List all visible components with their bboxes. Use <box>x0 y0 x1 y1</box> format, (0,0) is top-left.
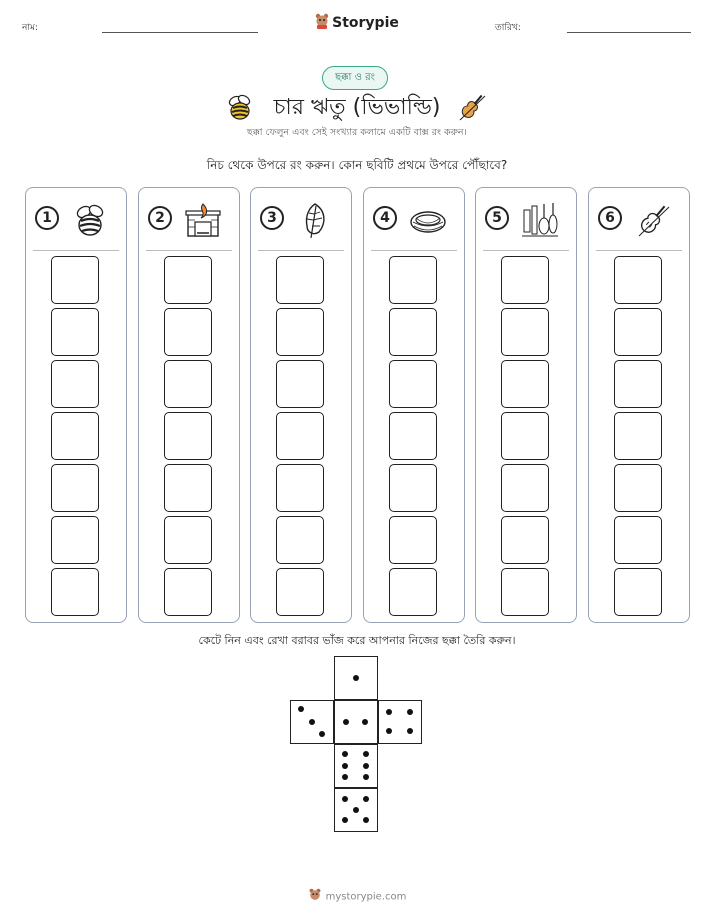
footer <box>0 888 714 905</box>
color-box[interactable] <box>389 412 437 460</box>
column-divider <box>258 250 344 251</box>
column-number: 3 <box>260 206 284 230</box>
color-box[interactable] <box>164 516 212 564</box>
color-box[interactable] <box>501 360 549 408</box>
color-box[interactable] <box>501 412 549 460</box>
color-box[interactable] <box>276 256 324 304</box>
color-box[interactable] <box>51 256 99 304</box>
dice-pip <box>407 709 413 715</box>
color-box[interactable] <box>51 412 99 460</box>
color-box[interactable] <box>389 464 437 512</box>
color-box[interactable] <box>389 256 437 304</box>
color-box[interactable] <box>164 464 212 512</box>
color-box[interactable] <box>501 464 549 512</box>
color-box[interactable] <box>614 464 662 512</box>
column-number: 4 <box>373 206 397 230</box>
color-box[interactable] <box>614 568 662 616</box>
column-number: 2 <box>148 206 172 230</box>
color-box[interactable] <box>614 412 662 460</box>
dice-pip <box>353 675 359 681</box>
column-5 <box>475 187 577 623</box>
storypie-footer-logo-icon <box>308 888 322 905</box>
color-box[interactable] <box>501 516 549 564</box>
nest-icon <box>408 200 448 240</box>
date-line[interactable] <box>567 32 691 33</box>
color-box[interactable] <box>501 256 549 304</box>
fireplace-icon <box>183 200 223 240</box>
dice-pip <box>362 719 368 725</box>
color-box[interactable] <box>389 516 437 564</box>
dice-pip <box>363 796 369 802</box>
column-divider <box>483 250 569 251</box>
column-divider <box>146 250 232 251</box>
color-box[interactable] <box>389 568 437 616</box>
color-box[interactable] <box>501 308 549 356</box>
color-box[interactable] <box>614 308 662 356</box>
dice-pip <box>386 709 392 715</box>
color-box[interactable] <box>276 568 324 616</box>
color-box[interactable] <box>164 568 212 616</box>
brand-name: Storypie <box>332 15 399 31</box>
activity-badge: ছক্কা ও রং <box>322 66 388 90</box>
column-1 <box>25 187 127 623</box>
dice-face-2 <box>334 700 378 744</box>
dice-face-1 <box>334 656 378 700</box>
page-title: চার ঋতু (ভিভাল্ডি) <box>273 95 441 120</box>
dice-pip <box>342 763 348 769</box>
bee-icon <box>70 200 110 240</box>
color-box[interactable] <box>164 412 212 460</box>
dice-pip <box>363 763 369 769</box>
dice-face-4 <box>378 700 422 744</box>
violin-icon <box>633 200 673 240</box>
subtitle: ছক্কা ফেলুন এবং সেই সংখ্যার কলামে একটি বাক্স রং করুন। <box>247 127 467 138</box>
footer-url[interactable]: mystorypie.com <box>325 891 407 903</box>
color-box[interactable] <box>51 516 99 564</box>
color-box[interactable] <box>51 360 99 408</box>
color-box[interactable] <box>614 516 662 564</box>
dice-pip <box>298 706 304 712</box>
color-box[interactable] <box>614 360 662 408</box>
color-box[interactable] <box>614 256 662 304</box>
color-box[interactable] <box>389 360 437 408</box>
dice-pip <box>363 774 369 780</box>
violin-icon <box>455 90 489 124</box>
dice-pip <box>309 719 315 725</box>
color-box[interactable] <box>51 464 99 512</box>
color-box[interactable] <box>51 568 99 616</box>
dice-pip <box>386 728 392 734</box>
column-4 <box>363 187 465 623</box>
dice-face-5 <box>334 788 378 832</box>
dice-pip <box>342 817 348 823</box>
column-divider <box>596 250 682 251</box>
dice-pip <box>353 807 359 813</box>
column-number: 5 <box>485 206 509 230</box>
name-label: নাম: <box>22 23 39 33</box>
leaf-icon <box>295 200 335 240</box>
color-box[interactable] <box>164 308 212 356</box>
instruction: নিচ থেকে উপরে রং করুন। কোন ছবিটি প্রথমে উপরে পৌঁছাবে? <box>206 158 508 172</box>
column-2 <box>138 187 240 623</box>
column-3 <box>250 187 352 623</box>
dice-pip <box>363 751 369 757</box>
column-divider <box>371 250 457 251</box>
color-box[interactable] <box>276 516 324 564</box>
dice-pip <box>319 731 325 737</box>
dice-face-6 <box>334 744 378 788</box>
dice-pip <box>363 817 369 823</box>
column-divider <box>33 250 119 251</box>
dice-pip <box>342 796 348 802</box>
color-box[interactable] <box>276 464 324 512</box>
dice-face-3 <box>290 700 334 744</box>
color-box[interactable] <box>51 308 99 356</box>
color-box[interactable] <box>276 360 324 408</box>
dice-pip <box>342 774 348 780</box>
color-box[interactable] <box>389 308 437 356</box>
orchestra-icon <box>520 200 560 240</box>
brand <box>0 13 714 33</box>
column-number: 6 <box>598 206 622 230</box>
color-box[interactable] <box>164 360 212 408</box>
color-box[interactable] <box>276 412 324 460</box>
column-number: 1 <box>35 206 59 230</box>
cut-instruction: কেটে নিন এবং রেখা বরাবর ভাঁজ করে আপনার নিজের ছক্কা তৈরি করুন। <box>198 634 516 647</box>
color-box[interactable] <box>276 308 324 356</box>
column-6 <box>588 187 690 623</box>
storypie-logo-icon <box>315 13 329 33</box>
color-box[interactable] <box>501 568 549 616</box>
dice-pip <box>343 719 349 725</box>
color-box[interactable] <box>164 256 212 304</box>
dice-pip <box>407 728 413 734</box>
dice-pip <box>342 751 348 757</box>
date-label: তারিখ: <box>495 23 521 33</box>
